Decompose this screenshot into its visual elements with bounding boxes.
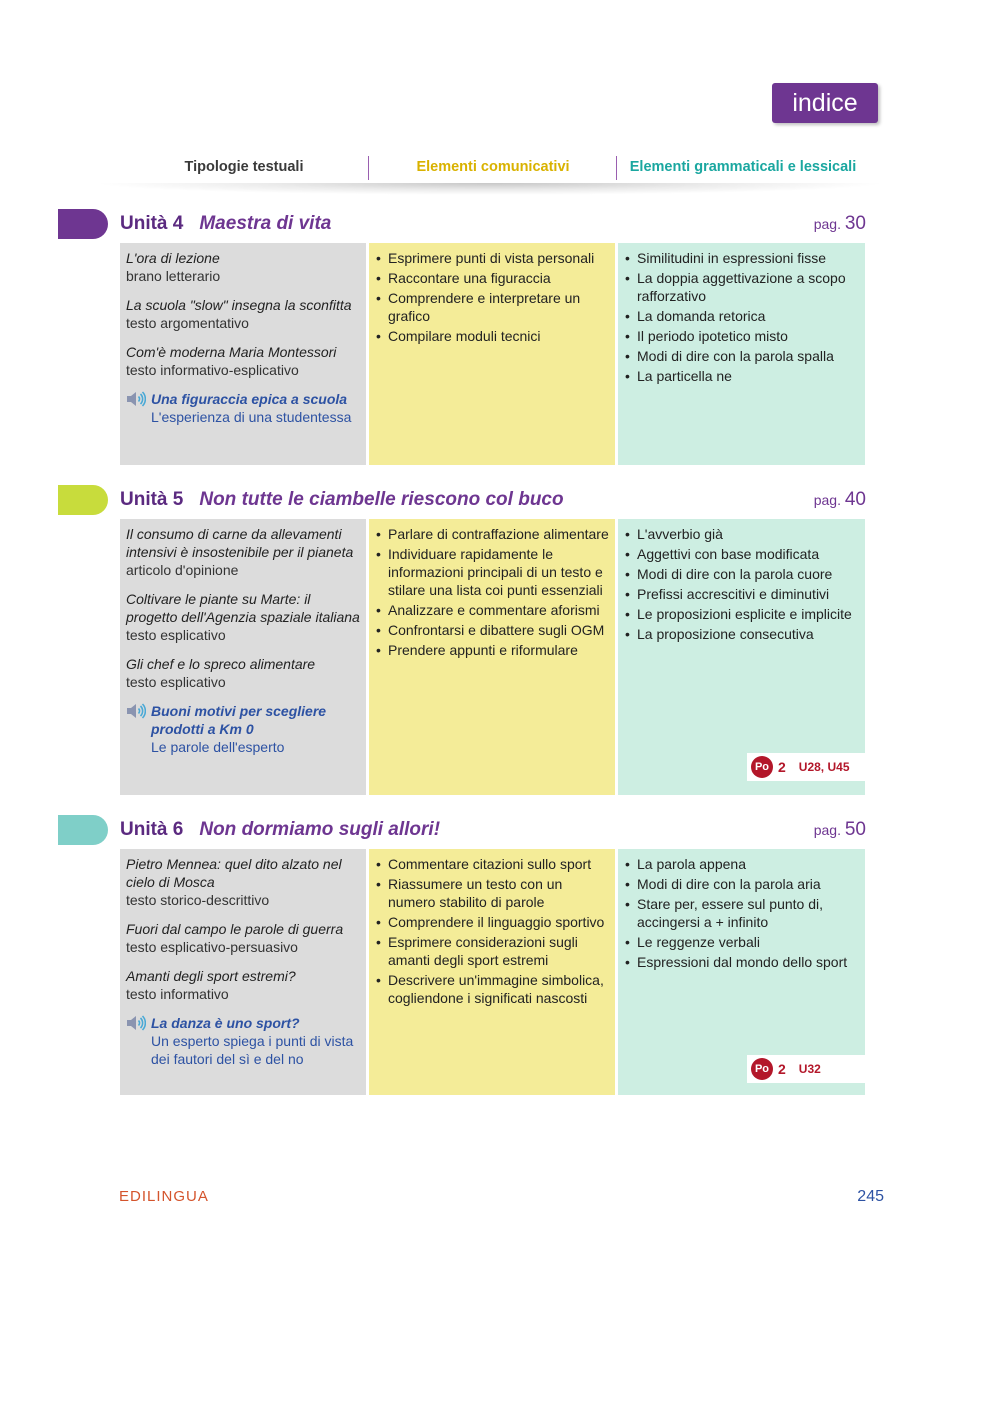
list-item: • Analizzare e commentare aforismi — [375, 601, 609, 619]
po-volume: 2 — [778, 759, 786, 775]
tipologie-cell — [120, 243, 366, 465]
list-item: • Le reggenze verbali — [624, 933, 859, 951]
list-item: • Esprimere considerazioni sugli amanti degli sport estremi — [375, 933, 609, 969]
list-item: • Il periodo ipotetico misto — [624, 327, 859, 345]
audio-entry[interactable]: Una figuraccia epica a scuola L'esperienza di una studentessa — [126, 390, 360, 426]
text-entry[interactable]: Il consumo di carne da allevamenti intensivi è insostenibile per il pianeta articolo d'opinione — [126, 526, 354, 578]
list-item: • Modi di dire con la parola spalla — [624, 347, 859, 365]
list-item: • Similitudini in espressioni fisse — [624, 249, 859, 267]
po-volume: 2 — [778, 1061, 786, 1077]
page-number: 40 — [844, 489, 866, 510]
header-shadow-divider — [92, 183, 888, 195]
list-item: • Prendere appunti e riformulare — [375, 641, 609, 659]
list-item: • Prefissi accrescitivi e diminutivi — [624, 585, 859, 603]
unit-page-ref: pag. 50 — [813, 819, 866, 840]
unit-number: Unità 4 — [120, 213, 184, 234]
list-item: • La domanda retorica — [624, 307, 859, 325]
comunicativi-cell — [369, 243, 615, 465]
speaker-icon[interactable] — [126, 390, 147, 426]
unit-title[interactable] — [120, 211, 331, 237]
list-item: • Aggettivi con base modificata — [624, 545, 859, 563]
unit-tab-marker — [58, 485, 108, 515]
audio-entry[interactable]: Buoni motivi per scegliere prodotti a Km 0 Le parole dell'esperto — [126, 702, 360, 756]
po-logo-icon: Po — [751, 1058, 773, 1080]
text-entry[interactable]: Amanti degli sport estremi? testo informativo — [126, 968, 296, 1002]
page-number-footer: 245 — [857, 1188, 884, 1205]
tipologie-cell — [120, 519, 366, 795]
po-units: U32 — [798, 1062, 821, 1076]
comunicativi-cell — [369, 849, 615, 1095]
list-item: • Parlare di contraffazione alimentare — [375, 525, 609, 543]
unit-content-row — [120, 519, 865, 795]
page-number: 50 — [844, 819, 866, 840]
list-item: • La particella ne — [624, 367, 859, 385]
list-item: • Le proposizioni esplicite e implicite — [624, 605, 859, 623]
text-entry[interactable]: La scuola "slow" insegna la sconfitta testo argomentativo — [126, 297, 352, 331]
list-item: • La parola appena — [624, 855, 859, 873]
text-entry[interactable]: L'ora di lezione brano letterario — [126, 250, 221, 284]
list-item: • Comprendere e interpretare un grafico — [375, 289, 609, 325]
unit-tab-marker — [58, 815, 108, 845]
page-number: 30 — [844, 213, 866, 234]
unit-tab-marker — [58, 209, 108, 239]
list-item: • Comprendere il linguaggio sportivo — [375, 913, 609, 931]
list-item: • La doppia aggettivazione a scopo rafforzativo — [624, 269, 859, 305]
audio-entry[interactable]: La danza è uno sport? Un esperto spiega i punti di vista dei fautori del sì e del no — [126, 1014, 360, 1068]
list-item: • Esprimere punti di vista personali — [375, 249, 609, 267]
text-entry[interactable]: Com'è moderna Maria Montessori testo informativo-esplicativo — [126, 344, 337, 378]
comunicativi-cell — [369, 519, 615, 795]
list-item: • Compilare moduli tecnici — [375, 327, 609, 345]
column-divider — [368, 156, 369, 180]
po-logo-icon: Po — [751, 756, 773, 778]
list-item: • Modi di dire con la parola aria — [624, 875, 859, 893]
tipologie-cell — [120, 849, 366, 1095]
list-item: • Stare per, essere sul punto di, accingersi a + infinito — [624, 895, 859, 931]
po-reference[interactable] — [747, 1055, 865, 1083]
text-entry[interactable]: Coltivare le piante su Marte: il progetto dell'Agenzia spaziale italiana testo esplicativo — [126, 591, 360, 643]
column-header-grammaticali: Elementi grammaticali e lessicali — [629, 159, 857, 175]
grammaticali-cell — [618, 243, 865, 465]
list-item: • Raccontare una figuraccia — [375, 269, 609, 287]
unit-page-ref: pag. 40 — [813, 489, 866, 510]
unit-name: Maestra di vita — [199, 213, 332, 234]
unit-number: Unità 5 — [120, 489, 184, 510]
po-units: U28, U45 — [798, 760, 850, 774]
list-item: • Individuare rapidamente le informazioni principali di un testo e stilare una lista coi punti essenziali — [375, 545, 609, 599]
list-item: • Commentare citazioni sullo sport — [375, 855, 609, 873]
text-entry[interactable]: Fuori dal campo le parole di guerra testo esplicativo-persuasivo — [126, 921, 344, 955]
unit-content-row — [120, 243, 865, 465]
speaker-icon[interactable] — [126, 702, 147, 756]
column-divider — [616, 156, 617, 180]
unit-page-ref: pag. 30 — [813, 213, 866, 234]
unit-name: Non dormiamo sugli allori! — [199, 819, 441, 840]
list-item: • Descrivere un'immagine simbolica, cogliendone i significati nascosti — [375, 971, 609, 1007]
publisher-logo: EDILINGUA — [119, 1188, 209, 1205]
column-header-tipologie: Tipologie testuali — [184, 159, 304, 175]
unit-title[interactable] — [120, 817, 440, 843]
list-item: • La proposizione consecutiva — [624, 625, 859, 643]
list-item: • Espressioni dal mondo dello sport — [624, 953, 859, 971]
list-item: • Modi di dire con la parola cuore — [624, 565, 859, 583]
index-badge: indice — [772, 83, 878, 123]
list-item: • Confrontarsi e dibattere sugli OGM — [375, 621, 609, 639]
po-reference[interactable] — [747, 753, 865, 781]
speaker-icon[interactable] — [126, 1014, 147, 1068]
unit-content-row — [120, 849, 865, 1095]
text-entry[interactable]: Gli chef e lo spreco alimentare testo esplicativo — [126, 656, 316, 690]
list-item: • Riassumere un testo con un numero stabilito di parole — [375, 875, 609, 911]
unit-title[interactable] — [120, 487, 564, 513]
unit-number: Unità 6 — [120, 819, 184, 840]
column-header-comunicativi: Elementi comunicativi — [416, 159, 570, 175]
list-item: • L'avverbio già — [624, 525, 859, 543]
text-entry[interactable]: Pietro Mennea: quel dito alzato nel cielo di Mosca testo storico-descrittivo — [126, 856, 342, 908]
unit-name: Non tutte le ciambelle riescono col buco — [199, 489, 564, 510]
